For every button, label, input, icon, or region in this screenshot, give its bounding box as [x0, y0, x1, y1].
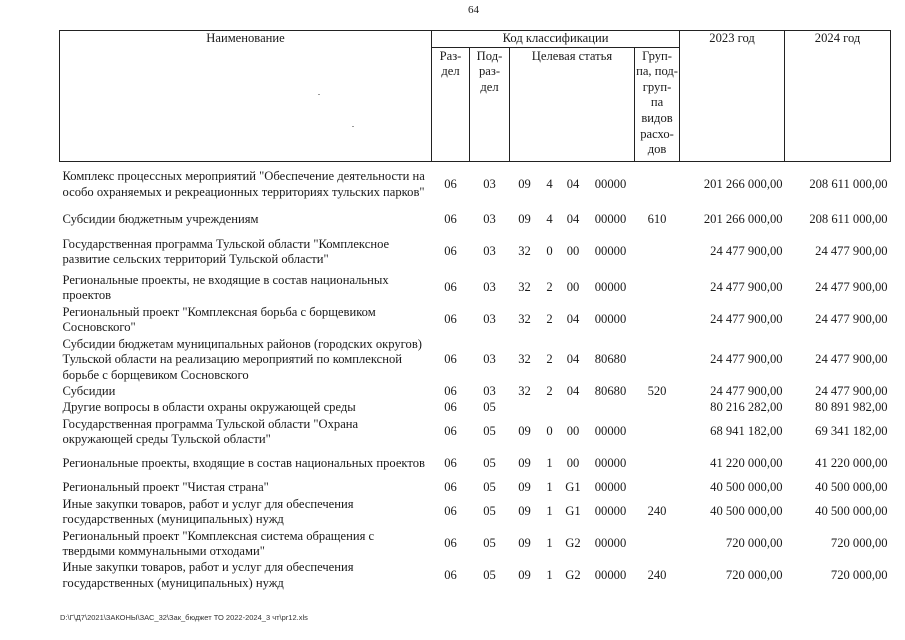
row-name: Региональный проект "Комплексная борьба с борщевиком Сосновского" [62, 304, 376, 335]
row-subsection: 05 [483, 424, 496, 439]
row-section: 06 [444, 567, 457, 582]
row-target-item-program [510, 400, 540, 416]
table-row [60, 560, 891, 591]
row-subsection: 05 [483, 400, 496, 415]
row-target-item-program: 32 [518, 312, 531, 327]
row-section: 06 [444, 280, 457, 295]
header-expense-group [635, 47, 680, 161]
row-target-item-direction: 00000 [594, 280, 627, 295]
row-name: Субсидии бюджетам муниципальных районов (городских округов) Тульской области на реализацию мероприятий по комплексной борьбе с борщевиком Сосновского [62, 336, 422, 382]
row-target-item-direction: 00000 [594, 424, 627, 439]
row-expense-type [635, 416, 680, 448]
row-target-item-subprogram: G1 [565, 504, 581, 519]
header-year-2024: 2024 год [785, 31, 891, 162]
row-name: Иные закупки товаров, работ и услуг для обеспечения государственных (муниципальных) нужд [62, 496, 354, 527]
row-target-item-direction: 00000 [594, 212, 627, 227]
header-target-item-label: Целевая статья [531, 48, 613, 63]
row-expense-type [635, 400, 680, 416]
row-name: Государственная программа Тульской области "Комплексное развитие сельских территорий Тульской области" [62, 236, 390, 267]
row-target-item-program: 09 [518, 536, 531, 551]
row-target-item-type: 2 [546, 280, 553, 295]
row-amount-2023: 720 000,00 [725, 536, 783, 551]
row-expense-type [635, 272, 680, 304]
row-amount-2024: 720 000,00 [830, 536, 888, 551]
row-amount-2023: 24 477 900,00 [710, 244, 783, 259]
row-amount-2023: 80 216 282,00 [710, 400, 783, 415]
table-row [60, 448, 891, 480]
row-target-item-type: 1 [546, 504, 553, 519]
row-subsection: 03 [483, 244, 496, 259]
row-target-item-direction: 00000 [594, 504, 627, 519]
file-path-footer: D:\Г\Д7\2021\ЗАКОНЫ\ЗАС_32\Зак_бюджет ТО 2022-2024_3 чт\pr12.xls [60, 613, 308, 622]
table-row [60, 336, 891, 384]
row-amount-2024: 41 220 000,00 [815, 456, 888, 471]
row-amount-2023: 720 000,00 [725, 567, 783, 582]
row-amount-2024: 720 000,00 [830, 567, 888, 582]
row-expense-type [635, 480, 680, 496]
row-expense-type [635, 336, 680, 384]
row-target-item-subprogram: 00 [566, 456, 580, 471]
row-target-item-subprogram: 04 [566, 212, 580, 227]
row-target-item-subprogram: 04 [566, 384, 580, 399]
table-row [60, 384, 891, 400]
row-amount-2023: 40 500 000,00 [710, 480, 783, 495]
table-row [60, 272, 891, 304]
row-target-item-direction: 00000 [594, 312, 627, 327]
row-amount-2024: 24 477 900,00 [815, 280, 888, 295]
page-number: 64 [468, 4, 479, 16]
row-target-item-type: 0 [546, 424, 553, 439]
table-row [60, 304, 891, 336]
row-amount-2024: 40 500 000,00 [815, 480, 888, 495]
row-amount-2023: 41 220 000,00 [710, 456, 783, 471]
row-target-item-subprogram: G1 [565, 480, 581, 495]
row-target-item-subprogram: G2 [565, 536, 581, 551]
row-amount-2023: 24 477 900,00 [710, 312, 783, 327]
row-target-item-type: 4 [546, 212, 553, 227]
row-target-item-type: 4 [546, 177, 553, 192]
row-name: Региональный проект "Комплексная система обращения с твердыми коммунальными отходами" [62, 528, 375, 559]
row-name: Другие вопросы в области охраны окружающей среды [62, 400, 356, 415]
row-name: Региональный проект "Чистая страна" [62, 480, 269, 495]
row-amount-2023: 24 477 900,00 [710, 280, 783, 295]
row-target-item-program: 09 [518, 504, 531, 519]
row-section: 06 [444, 312, 457, 327]
row-name: Региональные проекты, входящие в состав национальных проектов [62, 456, 425, 471]
row-expense-type [635, 528, 680, 560]
row-target-item-direction: 80680 [594, 384, 627, 399]
row-subsection: 05 [483, 456, 496, 471]
row-expense-type [635, 448, 680, 480]
row-amount-2024: 80 891 982,00 [815, 400, 888, 415]
row-amount-2024: 24 477 900,00 [815, 384, 888, 399]
row-section: 06 [444, 456, 457, 471]
row-section: 06 [444, 536, 457, 551]
header-name: Наименование [60, 31, 432, 162]
row-target-item-subprogram: 00 [566, 244, 580, 259]
row-target-item-program: 32 [518, 244, 531, 259]
row-subsection: 05 [483, 504, 496, 519]
row-section: 06 [444, 177, 457, 192]
row-section: 06 [444, 400, 457, 415]
row-name: Иные закупки товаров, работ и услуг для обеспечения государственных (муниципальных) нужд [62, 560, 354, 590]
row-target-item-type: 1 [546, 567, 553, 582]
row-target-item-program: 32 [518, 384, 531, 399]
row-subsection: 03 [483, 280, 496, 295]
row-subsection: 03 [483, 312, 496, 327]
table-header [60, 31, 891, 162]
row-subsection: 05 [483, 480, 496, 495]
row-target-item-program: 32 [518, 352, 531, 367]
row-expense-type: 610 [647, 212, 667, 227]
row-amount-2024: 24 477 900,00 [815, 352, 888, 367]
row-section: 06 [444, 480, 457, 495]
row-target-item-subprogram: 04 [566, 312, 580, 327]
row-amount-2024: 69 341 182,00 [815, 424, 888, 439]
table-row [60, 496, 891, 528]
row-target-item-program: 09 [518, 567, 531, 582]
row-target-item-type [540, 400, 560, 416]
row-subsection: 05 [483, 567, 496, 582]
row-target-item-direction: 80680 [594, 352, 627, 367]
row-section: 06 [444, 504, 457, 519]
row-target-item-subprogram: 04 [566, 177, 580, 192]
row-target-item-program: 09 [518, 212, 531, 227]
table-row [60, 232, 891, 272]
row-target-item-type: 2 [546, 312, 553, 327]
row-subsection: 05 [483, 536, 496, 551]
table-row [60, 480, 891, 496]
table-row [60, 161, 891, 208]
table-row [60, 400, 891, 416]
row-expense-type [635, 232, 680, 272]
row-target-item-subprogram [560, 400, 587, 416]
row-amount-2023: 68 941 182,00 [710, 424, 783, 439]
row-name: Государственная программа Тульской области "Охрана окружающей среды Тульской области" [62, 416, 359, 447]
row-subsection: 03 [483, 384, 496, 399]
row-target-item-direction: 00000 [594, 177, 627, 192]
header-section-label: Раз- дел [439, 48, 462, 79]
header-year-2023: 2023 год [680, 31, 785, 162]
row-target-item-direction [587, 400, 635, 416]
row-expense-type: 520 [647, 384, 667, 399]
row-target-item-type: 1 [546, 456, 553, 471]
row-target-item-program: 09 [518, 424, 531, 439]
row-amount-2024: 24 477 900,00 [815, 312, 888, 327]
row-name: Комплекс процессных мероприятий "Обеспечение деятельности на особо охраняемых и рекреационных территориях тульских парков" [62, 169, 425, 199]
row-subsection: 03 [483, 212, 496, 227]
row-target-item-type: 2 [546, 384, 553, 399]
row-target-item-program: 32 [518, 280, 531, 295]
header-expense-group-label: Груп- па, под- груп- па видов расхо- дов [636, 48, 678, 157]
table-row [60, 528, 891, 560]
row-amount-2023: 24 477 900,00 [710, 384, 783, 399]
row-expense-type [635, 161, 680, 208]
row-amount-2024: 208 611 000,00 [809, 177, 888, 192]
row-target-item-type: 1 [546, 480, 553, 495]
row-name: Субсидии [62, 384, 116, 399]
header-target-item [510, 47, 635, 161]
row-target-item-direction: 00000 [594, 536, 627, 551]
row-amount-2024: 40 500 000,00 [815, 504, 888, 519]
row-subsection: 03 [483, 177, 496, 192]
row-target-item-subprogram: G2 [565, 567, 581, 582]
row-target-item-direction: 00000 [594, 456, 627, 471]
row-target-item-subprogram: 00 [566, 280, 580, 295]
row-target-item-direction: 00000 [594, 244, 627, 259]
table-row [60, 208, 891, 232]
table-row [60, 416, 891, 448]
row-target-item-subprogram: 04 [566, 352, 580, 367]
row-target-item-type: 0 [546, 244, 553, 259]
header-section [432, 47, 470, 161]
row-target-item-program: 09 [518, 177, 531, 192]
row-section: 06 [444, 352, 457, 367]
row-expense-type [635, 304, 680, 336]
row-target-item-type: 1 [546, 536, 553, 551]
row-amount-2023: 201 266 000,00 [703, 212, 783, 227]
header-classification-code: Код классификации [432, 31, 680, 48]
row-target-item-subprogram: 00 [566, 424, 580, 439]
row-name: Субсидии бюджетным учреждениям [62, 212, 259, 227]
row-subsection: 03 [483, 352, 496, 367]
header-subsection-label: Под- раз- дел [476, 48, 503, 94]
row-amount-2023: 40 500 000,00 [710, 504, 783, 519]
row-amount-2023: 24 477 900,00 [710, 352, 783, 367]
row-name: Региональные проекты, не входящие в состав национальных проектов [62, 272, 389, 303]
budget-table [59, 30, 891, 591]
row-target-item-direction: 00000 [594, 480, 627, 495]
row-section: 06 [444, 384, 457, 399]
row-section: 06 [444, 244, 457, 259]
table-body [60, 161, 891, 591]
row-section: 06 [444, 424, 457, 439]
row-target-item-direction: 00000 [594, 567, 627, 582]
row-target-item-program: 09 [518, 456, 531, 471]
row-amount-2024: 208 611 000,00 [809, 212, 888, 227]
row-target-item-program: 09 [518, 480, 531, 495]
row-target-item-type: 2 [546, 352, 553, 367]
row-expense-type: 240 [647, 504, 667, 519]
row-section: 06 [444, 212, 457, 227]
header-subsection [470, 47, 510, 161]
row-expense-type: 240 [647, 567, 667, 582]
row-amount-2024: 24 477 900,00 [815, 244, 888, 259]
row-amount-2023: 201 266 000,00 [703, 177, 783, 192]
